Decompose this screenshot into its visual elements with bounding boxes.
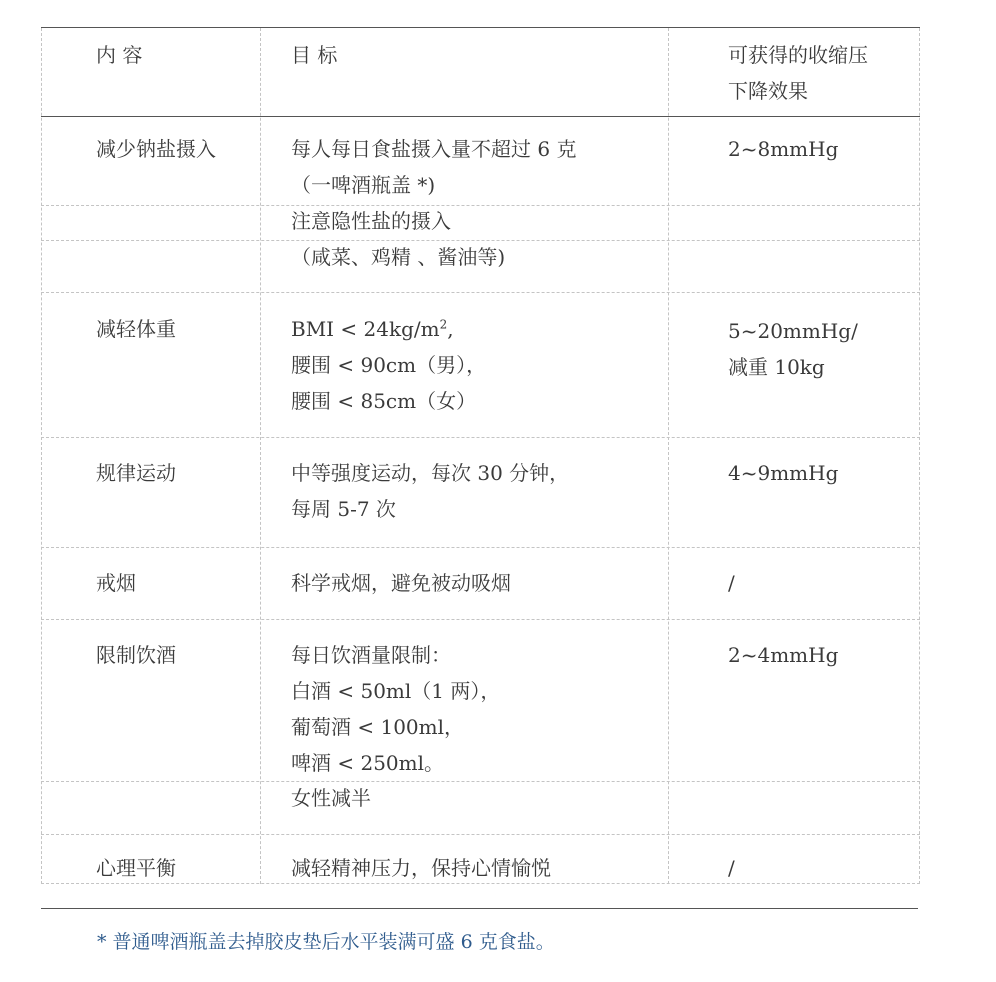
goal-line: 白酒 < 50ml（1 两）， bbox=[291, 679, 501, 703]
row-divider bbox=[41, 292, 920, 293]
column-divider-1 bbox=[260, 28, 261, 884]
column-divider-2 bbox=[668, 28, 669, 884]
footnote-rule bbox=[41, 908, 918, 909]
row-effect: 2~8mmHg bbox=[728, 137, 839, 161]
goal-line: 腰围 < 85cm（女） bbox=[291, 389, 477, 413]
row-content: 减少钠盐摄入 bbox=[96, 137, 216, 161]
goal-line: 每日饮酒量限制： bbox=[291, 643, 451, 667]
row-content: 减轻体重 bbox=[96, 317, 176, 341]
row-goal bbox=[291, 311, 486, 419]
row-effect bbox=[728, 313, 858, 385]
header-goal: 目 标 bbox=[291, 43, 338, 67]
header-effect bbox=[728, 37, 868, 109]
header-effect-line2: 下降效果 bbox=[728, 79, 808, 103]
bmi-text: BMI < 24kg/m bbox=[291, 317, 440, 341]
row-content: 规律运动 bbox=[96, 461, 176, 485]
goal-line: 每周 5-7 次 bbox=[291, 497, 396, 521]
goal-line: 葡萄酒 < 100ml， bbox=[291, 715, 465, 739]
row-divider bbox=[41, 619, 920, 620]
bmi-superscript: 2 bbox=[439, 317, 448, 332]
goal-line: 中等强度运动，每次 30 分钟， bbox=[291, 461, 570, 485]
row-divider bbox=[41, 205, 920, 206]
effect-line: 减重 10kg bbox=[728, 355, 825, 379]
goal-line: 女性减半 bbox=[291, 786, 371, 810]
goal-line-bmi bbox=[291, 311, 486, 347]
row-content: 戒烟 bbox=[96, 571, 136, 595]
row-effect: / bbox=[728, 571, 735, 595]
row-goal bbox=[291, 131, 576, 203]
goal-line: 腰围 < 90cm（男）， bbox=[291, 353, 487, 377]
goal-line: （一啤酒瓶盖 *) bbox=[291, 173, 436, 197]
row-content: 限制饮酒 bbox=[96, 643, 176, 667]
row-goal bbox=[291, 637, 500, 781]
goal-line: 每人每日食盐摄入量不超过 6 克 bbox=[291, 137, 577, 161]
goal-line: 科学戒烟，避免被动吸烟 bbox=[291, 571, 511, 595]
row-divider bbox=[41, 834, 920, 835]
row-divider bbox=[41, 781, 920, 782]
goal-line: 注意隐性盐的摄入 bbox=[291, 209, 451, 233]
table-header-rule bbox=[41, 116, 920, 117]
effect-line: 5~20mmHg/ bbox=[728, 319, 858, 343]
row-content: 心理平衡 bbox=[96, 856, 176, 880]
table-top-rule bbox=[41, 27, 920, 28]
row-goal bbox=[291, 455, 569, 527]
row-effect: 4~9mmHg bbox=[728, 461, 839, 485]
header-effect-line1: 可获得的收缩压 bbox=[728, 43, 868, 67]
goal-line: （咸菜、鸡精 、酱油等) bbox=[291, 245, 506, 269]
footnote: * 普通啤酒瓶盖去掉胶皮垫后水平装满可盛 6 克食盐。 bbox=[97, 931, 555, 953]
row-effect: 2~4mmHg bbox=[728, 643, 839, 667]
bmi-suffix: , bbox=[447, 317, 454, 341]
row-effect: / bbox=[728, 856, 735, 880]
goal-line: 减轻精神压力，保持心情愉悦 bbox=[291, 856, 551, 880]
header-content: 内 容 bbox=[96, 43, 143, 67]
goal-line: 啤酒 < 250ml。 bbox=[291, 751, 445, 775]
row-divider bbox=[41, 547, 920, 548]
row-divider bbox=[41, 437, 920, 438]
